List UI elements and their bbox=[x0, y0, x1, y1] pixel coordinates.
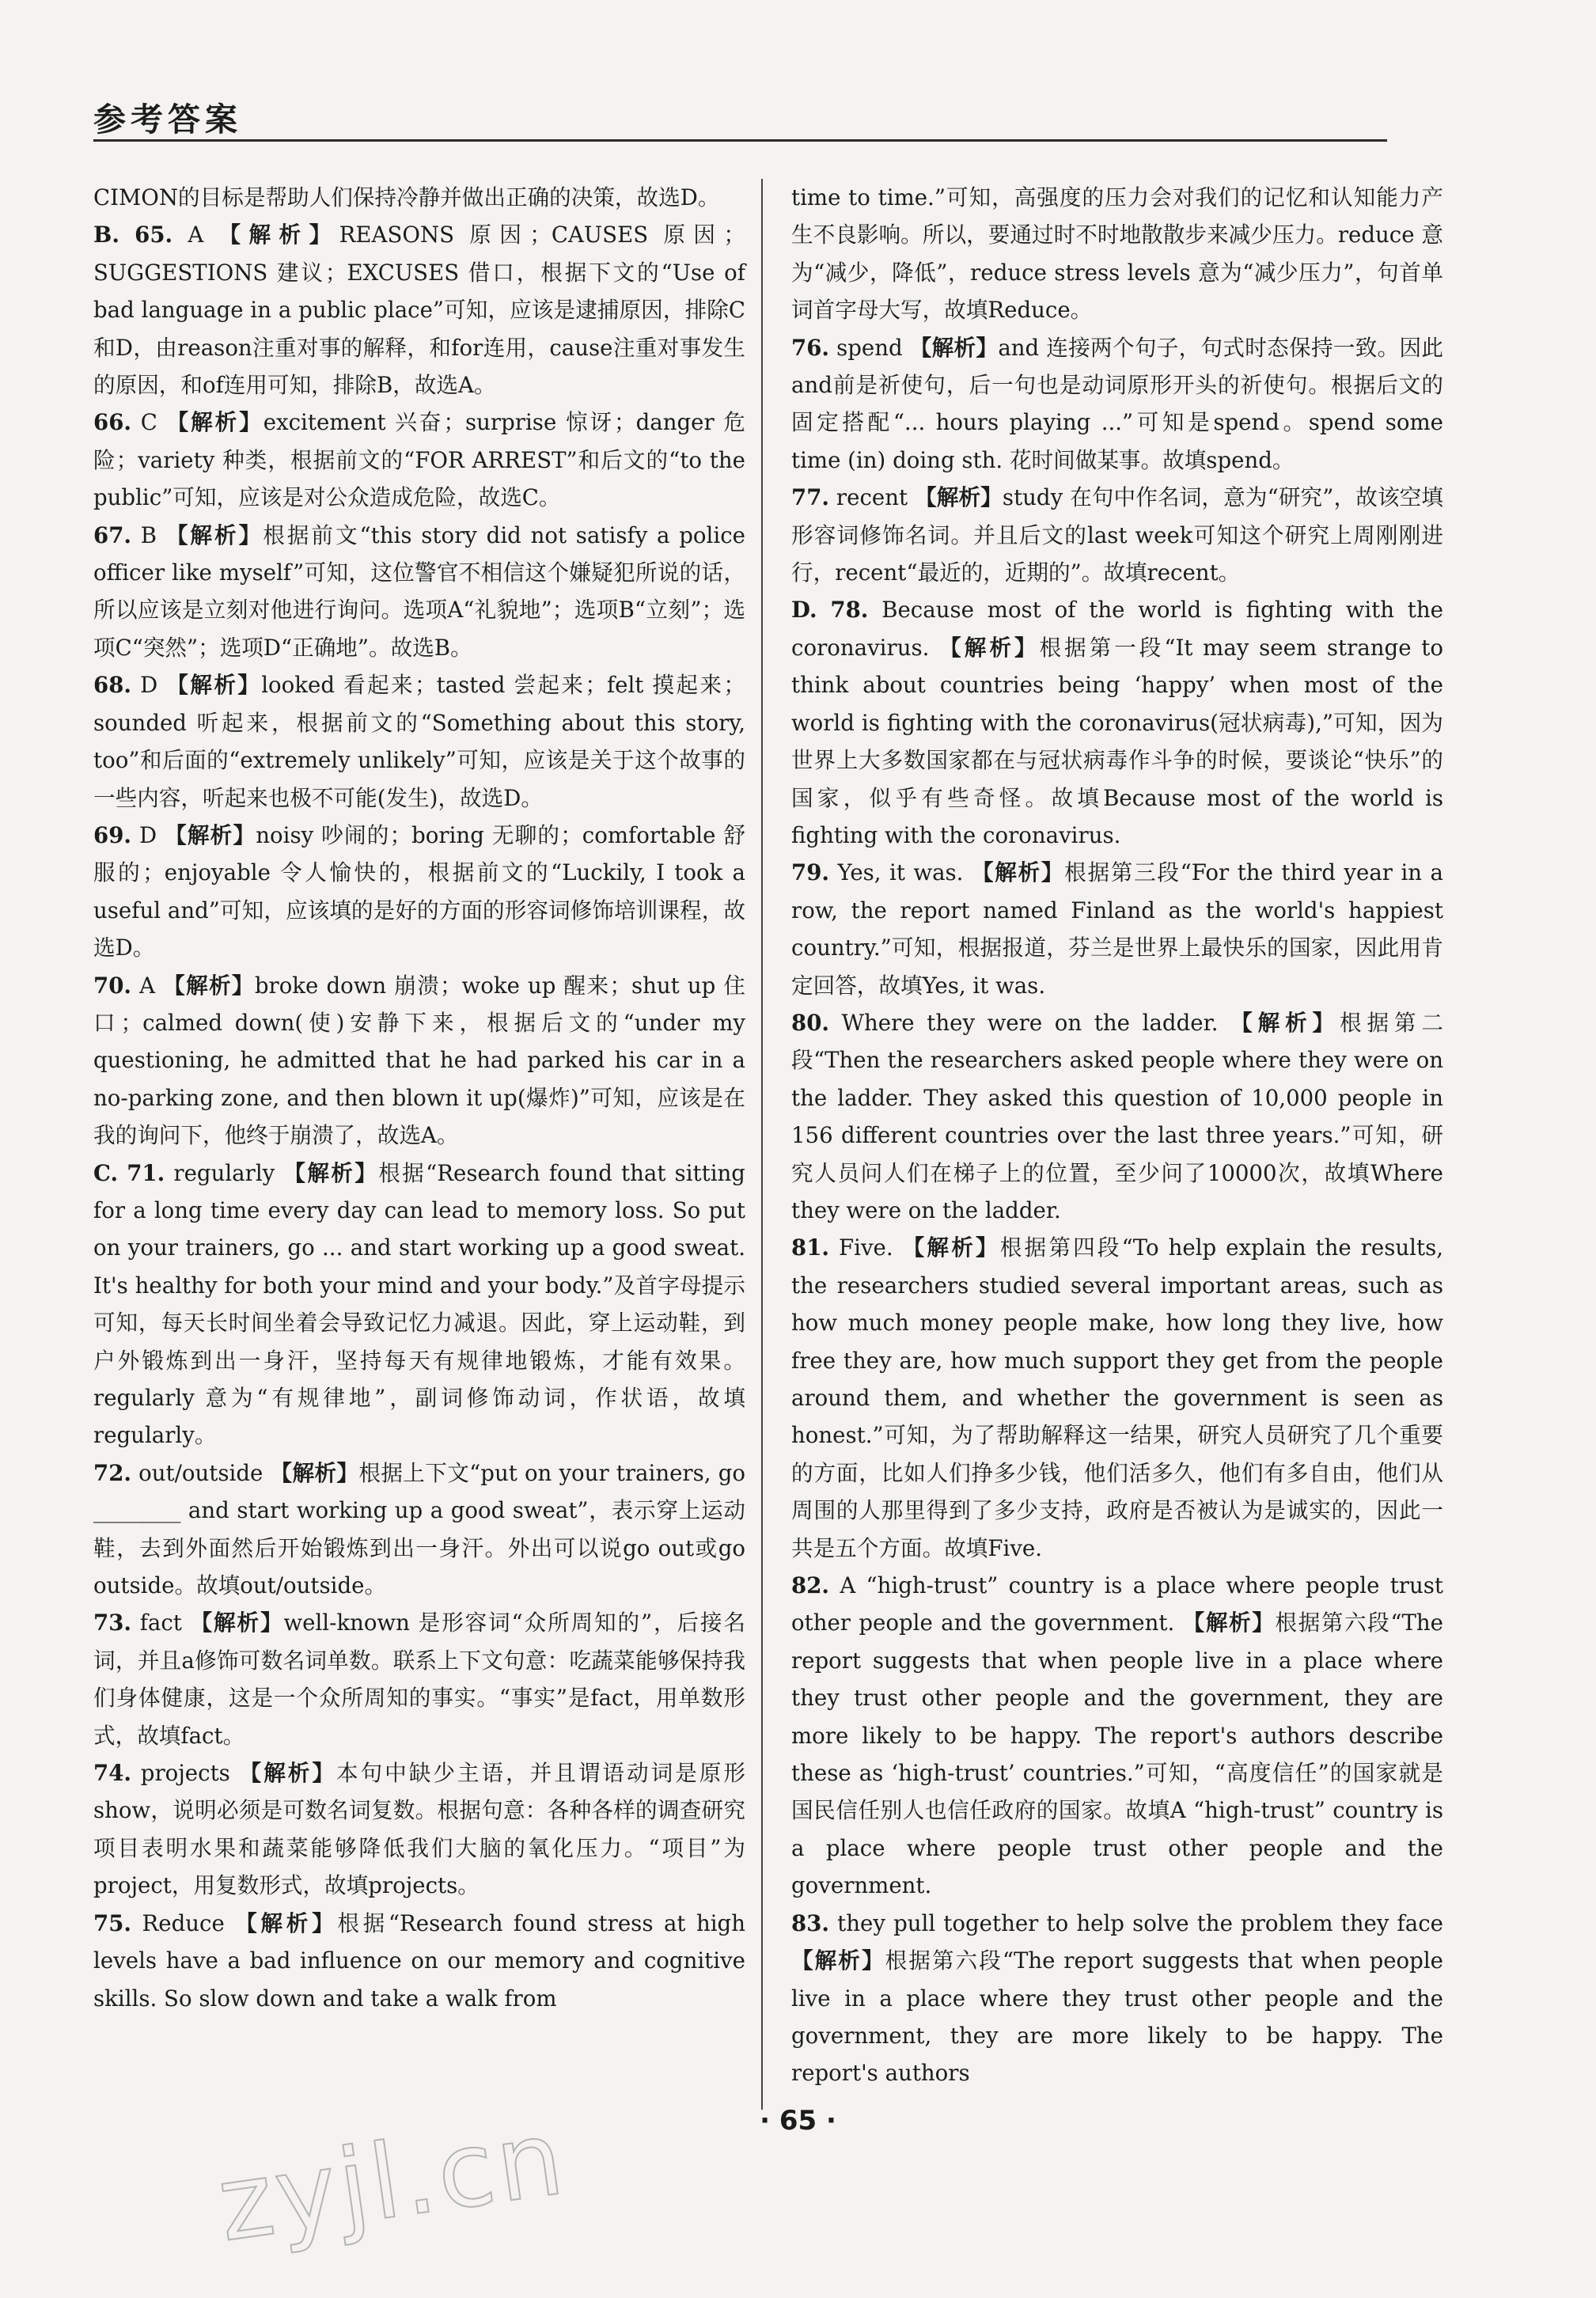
explanation-text: noisy 吵闹的；boring 无聊的；comfortable 舒服的；enjoyable 令人愉快的，根据前文的“Luckily, I took a useful and”可知，应该填的是好的方面的形容词修饰培训课程，故选D。 bbox=[93, 821, 745, 961]
explanation-text: 根据第一段“It may seem strange to think about countries being ‘happy’ when most of the world is fighting with the coronavirus(冠状病毒),”可知，因为世界上大多数国家都在与冠状病毒作斗争的时候，要谈论“快乐”的国家，似乎有些奇怪。故填Because most of the world is fighting with the coronavirus. bbox=[791, 634, 1443, 848]
left-column bbox=[93, 179, 745, 2017]
answer-text: Five. bbox=[838, 1234, 893, 1261]
question-number: 77. bbox=[791, 484, 830, 511]
question-number: 70. bbox=[93, 972, 132, 999]
answer-entry bbox=[93, 179, 745, 216]
answer-entry bbox=[791, 854, 1443, 1004]
explanation-text: time to time.”可知，高强度的压力会对我们的记忆和认知能力产生不良影响。所以，要通过时不时地散散步来减少压力。reduce 意为“减少，降低”，reduce stress levels 意为“减少压力”，句首单词首字母大写，故填Reduce。 bbox=[791, 184, 1443, 324]
answer-entry bbox=[791, 1905, 1443, 2092]
answer-entry bbox=[93, 404, 745, 516]
question-number: 72. bbox=[93, 1459, 132, 1486]
question-number: 82. bbox=[791, 1572, 830, 1599]
analysis-tag: 【解析】 bbox=[902, 1234, 1000, 1261]
explanation-text: and 连接两个句子，句式时态保持一致。因此and前是祈使句，后一句也是动词原形开头的祈使句。根据后文的固定搭配“... hours playing ...”可知是spend。spend some time (in) doing sth. 花时间做某事。故填spend。 bbox=[791, 334, 1443, 473]
question-number: 68. bbox=[93, 672, 132, 699]
explanation-text: 根据前文“this story did not satisfy a police officer like myself”可知，这位警官不相信这个嫌疑犯所说的话，所以应该是立刻对他进行询问。选项A“礼貌地”；选项B“立刻”；选项C“突然”；选项D“正确地”。故选B。 bbox=[93, 521, 745, 661]
answer-entry bbox=[791, 329, 1443, 480]
question-number: 73. bbox=[93, 1610, 132, 1636]
explanation-text: broke down 崩溃；woke up 醒来；shut up 住口；calmed down(使)安静下来，根据后文的“under my questioning, he admitted that he had parked his car in a no-parking zone, and then blown it up(爆炸)”可知，应该是在我的询问下，他终于崩溃了，故选A。 bbox=[93, 972, 745, 1149]
analysis-tag: 【解析】 bbox=[791, 1947, 885, 1974]
answer-entry bbox=[93, 1905, 745, 2017]
section-label: C. bbox=[93, 1159, 119, 1186]
section-label: B. bbox=[93, 222, 119, 248]
answer-text: Where they were on the ladder. bbox=[841, 1009, 1219, 1036]
answer-entry bbox=[791, 479, 1443, 591]
answer-entry bbox=[93, 216, 745, 404]
question-number: 65. bbox=[135, 222, 173, 248]
explanation-text: REASONS 原因；CAUSES 原因；SUGGESTIONS 建议；EXCUSES 借口，根据下文的“Use of bad language in a public place”可知，应该是逮捕原因，排除C和D，由reason注重对事的解释，和for连用，cause注重对事发生的原因，和of连用可知，排除B，故选A。 bbox=[93, 222, 745, 399]
explanation-text: 本句中缺少主语，并且谓语动词是原形show，说明必须是可数名词复数。根据句意：各种各样的调查研究项目表明水果和蔬菜能够降低我们大脑的氧化压力。“项目”为project，用复数形式，故填projects。 bbox=[93, 1760, 745, 1899]
answer-text: spend bbox=[836, 334, 903, 361]
question-number: 79. bbox=[791, 859, 830, 886]
analysis-tag: 【解析】 bbox=[939, 634, 1040, 661]
explanation-text: study 在句中作名词，意为“研究”，故该空填形容词修饰名词。并且后文的last week可知这个研究上周刚刚进行，recent“最近的，近期的”。故填recent。 bbox=[791, 484, 1443, 586]
answer-text: they pull together to help solve the problem they face bbox=[837, 1909, 1443, 1936]
question-number: 81. bbox=[791, 1234, 830, 1261]
answer-entry bbox=[791, 179, 1443, 329]
explanation-text: 根据上下文“put on your trainers, go ________ and start working up a good sweat”，表示穿上运动鞋，去到外面然后开始锻炼到出一身汗。外出可以说go out或go outside。故填out/outside。 bbox=[93, 1459, 745, 1599]
answer-entry bbox=[93, 817, 745, 967]
explanation-text: 根据第六段“The report suggests that when people live in a place where they trust other people and the government, they are more likely to be happy. The report's authors describe these as ‘high-trust’ countries.”可知，“高度信任”的国家就是国民信任别人也信任政府的国家。故填A “high-trust” country is a place where people trust other people and the government. bbox=[791, 1610, 1443, 1899]
answer-entry bbox=[93, 1155, 745, 1454]
answer-text: Because most of the world is fighting with the coronavirus. bbox=[791, 597, 1443, 661]
explanation-text: CIMON的目标是帮助人们保持冷静并做出正确的决策，故选D。 bbox=[93, 184, 720, 210]
question-number: 83. bbox=[791, 1909, 830, 1936]
answer-entry bbox=[791, 591, 1443, 854]
answer-text: D bbox=[138, 821, 157, 848]
analysis-tag: 【解析】 bbox=[909, 334, 999, 361]
answer-entry bbox=[791, 1567, 1443, 1905]
analysis-tag: 【解析】 bbox=[915, 484, 1003, 511]
answer-text: out/outside bbox=[138, 1459, 263, 1486]
answer-text: C bbox=[140, 409, 157, 436]
analysis-tag: 【解析】 bbox=[1182, 1610, 1276, 1636]
explanation-text: 根据“Research found that sitting for a long time every day can lead to memory loss. So put on your trainers, go ... and start working up a good sweat. It's healthy for both your mind and your body.”及首字母提示可知，每天长时间坐着会导致记忆力减退。因此，穿上运动鞋，到户外锻炼到出一身汗，坚持每天有规律地锻炼，才能有效果。regularly 意为“有规律地”，副词修饰动词，作状语，故填regularly。 bbox=[93, 1159, 745, 1449]
question-number: 78. bbox=[830, 597, 869, 624]
question-number: 80. bbox=[791, 1009, 830, 1036]
answer-entry bbox=[93, 666, 745, 817]
answer-text: projects bbox=[140, 1760, 230, 1787]
explanation-text: 根据第六段“The report suggests that when people live in a place where they trust other people and the government, they are more likely to be happy. The report's authors bbox=[791, 1947, 1443, 2087]
explanation-text: well-known 是形容词“众所周知的”，后接名词，并且a修饰可数名词单数。联系上下文句意：吃蔬菜能够保持我们身体健康，这是一个众所周知的事实。“事实”是fact，用单数形式，故填fact。 bbox=[93, 1610, 745, 1749]
explanation-text: 根据“Research found stress at high levels have a bad influence on our memory and cognitive skills. So slow down and take a walk from bbox=[93, 1909, 745, 2012]
question-number: 76. bbox=[791, 334, 830, 361]
analysis-tag: 【解析】 bbox=[1230, 1009, 1340, 1036]
analysis-tag: 【解析】 bbox=[166, 672, 262, 699]
column-divider bbox=[761, 179, 763, 2110]
answer-entry bbox=[791, 1004, 1443, 1229]
answer-text: B bbox=[140, 521, 157, 548]
explanation-text: 根据第二段“Then the researchers asked people where they were on the ladder. They asked this question of 10,000 people in 156 different countries over the last three years.”可知，研究人员问人们在梯子上的位置，至少问了10000次，故填Where they were on the ladder. bbox=[791, 1009, 1443, 1223]
answer-entry bbox=[93, 1754, 745, 1905]
analysis-tag: 【解析】 bbox=[165, 521, 263, 548]
explanation-text: 根据第四段“To help explain the results, the researchers studied several important areas, such as how much money people make, how long they live, how free they are, how much support they get from the people around them, and whether the government is seen as honest.”可知，为了帮助解释这一结果，研究人员研究了几个重要的方面，比如人们挣多少钱，他们活多久，他们有多自由，他们从周围的人那里得到了多少支持，政府是否被认为是诚实的，因此一共是五个方面。故填Five. bbox=[791, 1234, 1443, 1561]
question-number: 66. bbox=[93, 409, 132, 436]
answer-text: fact bbox=[139, 1610, 182, 1636]
question-number: 67. bbox=[93, 521, 132, 548]
analysis-tag: 【解析】 bbox=[218, 222, 339, 248]
answer-text: A bbox=[188, 222, 204, 248]
answer-text: A “high-trust” country is a place where people trust other people and the government. bbox=[791, 1572, 1443, 1636]
analysis-tag: 【解析】 bbox=[239, 1760, 336, 1787]
right-column bbox=[791, 179, 1443, 2092]
analysis-tag: 【解析】 bbox=[163, 972, 255, 999]
answer-text: regularly bbox=[173, 1159, 275, 1186]
answer-entry bbox=[93, 1454, 745, 1605]
answer-entry bbox=[93, 517, 745, 667]
analysis-tag: 【解析】 bbox=[283, 1159, 379, 1186]
section-label: D. bbox=[791, 597, 817, 624]
explanation-text: looked 看起来；tasted 尝起来；felt 摸起来；sounded 听起来，根据前文的“Something about this story, too”和后面的“extremely unlikely”可知，应该是关于这个故事的一些内容，听起来也极不可能(发生)，故选D。 bbox=[93, 672, 745, 811]
analysis-tag: 【解析】 bbox=[235, 1909, 338, 1936]
analysis-tag: 【解析】 bbox=[270, 1459, 359, 1486]
page-number: · 65 · bbox=[760, 2105, 836, 2137]
analysis-tag: 【解析】 bbox=[165, 821, 256, 848]
answer-text: Reduce bbox=[142, 1909, 225, 1936]
answer-entry bbox=[93, 1604, 745, 1754]
answer-text: A bbox=[139, 972, 156, 999]
analysis-tag: 【解析】 bbox=[166, 409, 263, 436]
answer-text: D bbox=[140, 672, 158, 699]
answer-entry bbox=[93, 967, 745, 1155]
page-header-title: 参考答案 bbox=[93, 100, 242, 138]
answer-text: recent bbox=[836, 484, 908, 511]
answer-entry bbox=[791, 1229, 1443, 1567]
explanation-text: 根据第三段“For the third year in a row, the report named Finland as the world's happiest country.”可知，根据报道，芬兰是世界上最快乐的国家，因此用肯定回答，故填Yes, it was. bbox=[791, 859, 1443, 999]
question-number: 69. bbox=[93, 821, 132, 848]
explanation-text: excitement 兴奋；surprise 惊讶；danger 危险；variety 种类，根据前文的“FOR ARREST”和后文的“to the public”可知，应该是对公众造成危险，故选C。 bbox=[93, 409, 745, 511]
header-rule bbox=[93, 139, 1387, 142]
watermark: zyjl.cn bbox=[210, 2097, 574, 2265]
question-number: 71. bbox=[127, 1159, 165, 1186]
analysis-tag: 【解析】 bbox=[971, 859, 1065, 886]
answer-text: Yes, it was. bbox=[837, 859, 964, 886]
question-number: 75. bbox=[93, 1909, 132, 1936]
question-number: 74. bbox=[93, 1760, 132, 1787]
analysis-tag: 【解析】 bbox=[190, 1610, 284, 1636]
